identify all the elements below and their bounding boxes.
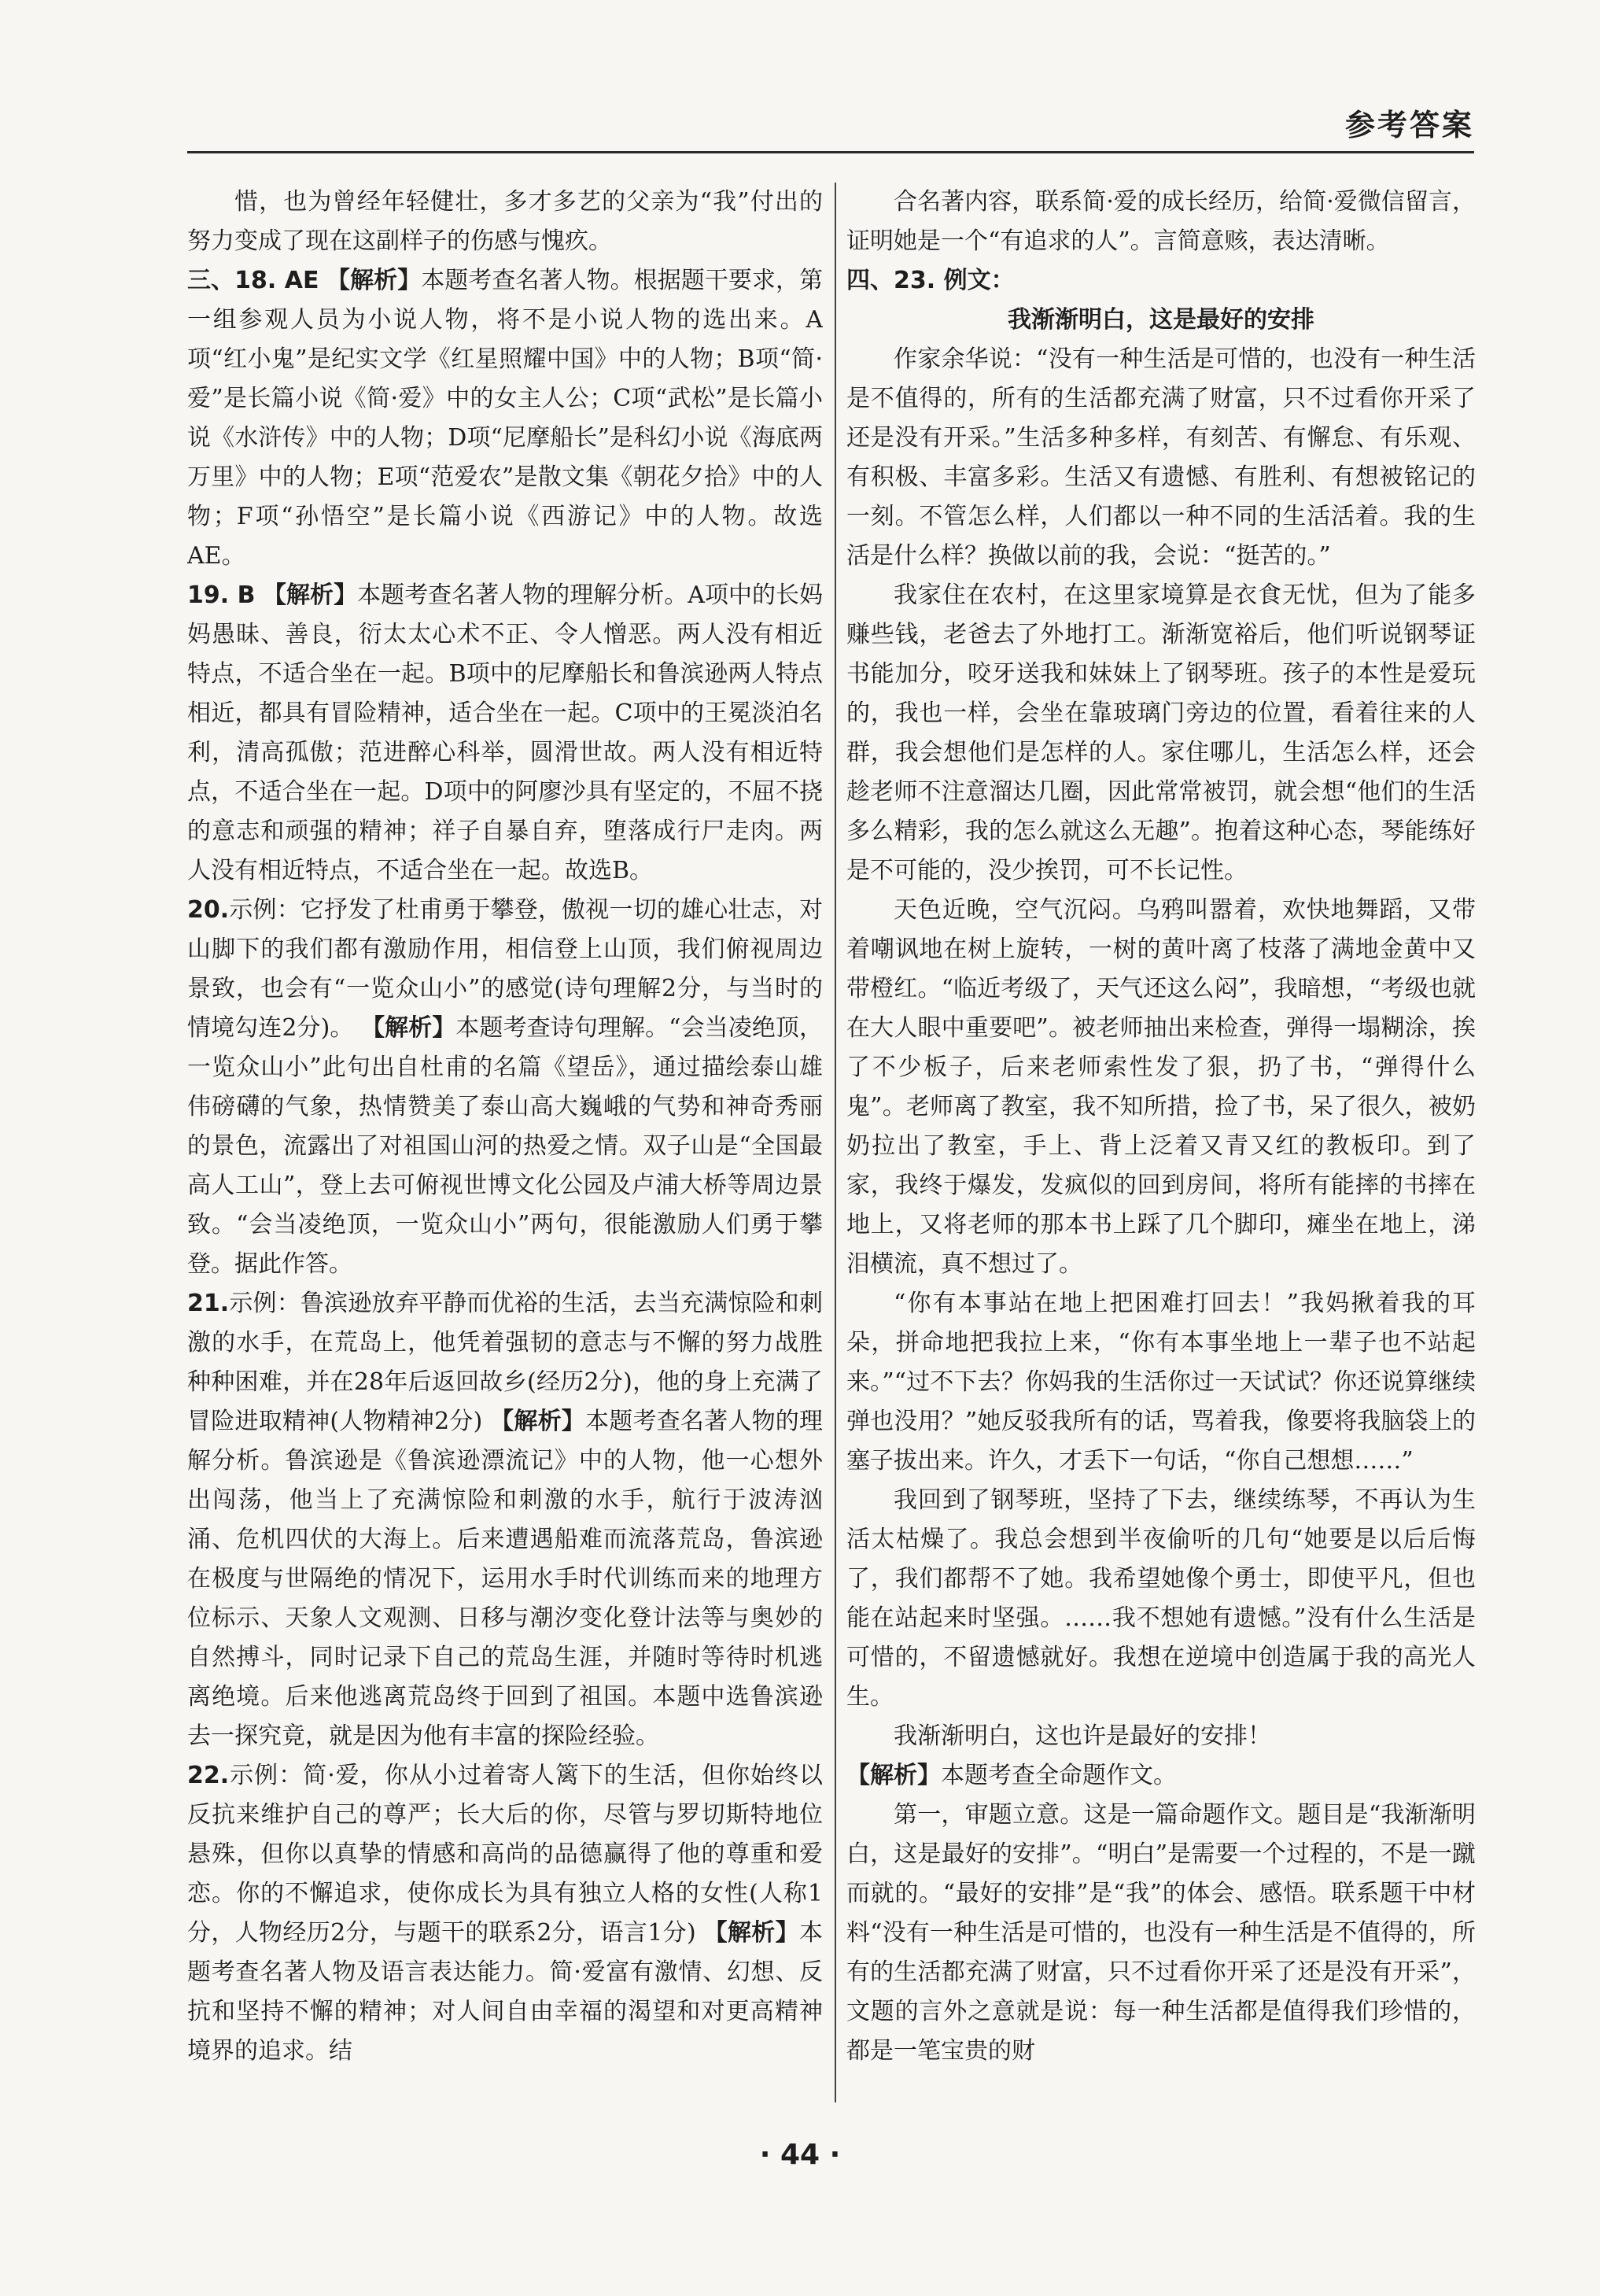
essay-paragraph: 作家余华说：“没有一种生活是可惜的，也没有一种生活是不值得的，所有的生活都充满了财富，只不过看你开采了还是没有开采。”生活多种多样，有刻苦、有懈怠、有乐观、有积极、丰富多彩。生活又有遗憾、有胜利、有想被铭记的一刻。不管怎么样，人们都以一种不同的生活活着。我的生活是什么样？换做以前的我，会说：“挺苦的。” xyxy=(846,345,1476,570)
answer-19-analysis-tag: 【解析】 xyxy=(263,581,358,609)
continued-paragraph-right: 合名著内容，联系简·爱的成长经历，给简·爱微信留言，证明她是一个“有追求的人”。言简意赅，表达清晰。 xyxy=(846,188,1476,255)
answer-19-number: 19. B xyxy=(187,581,256,609)
answer-18-analysis: 本题考查名著人物。根据题干要求，第一组参观人员为小说人物，将不是小说人物的选出来。A项“红小鬼”是纪实文学《红星照耀中国》中的人物；B项“简·爱”是长篇小说《简·爱》中的女主人公；C项“武松”是长篇小说《水浒传》中的人物；D项“尼摩船长”是科幻小说《海底两万里》中的人物；E项“范爱农”是散文集《朝花夕拾》中的人物；F项“孙悟空”是长篇小说《西游记》中的人物。故选AE。 xyxy=(187,267,823,570)
answer-20-analysis-tag: 【解析】 xyxy=(361,1014,456,1042)
answer-21-answer: 示例：鲁滨逊放弃平静而优裕的生活，去当充满惊险和刺激的水手，在荒岛上，他凭着强韧的意志与不懈的努力战胜种种困难，并在28年后返回故乡(经历2分)，他的身上充满了冒险进取精神(人物精神2分) xyxy=(187,1290,823,1435)
essay-paragraph: 我回到了钢琴班，坚持了下去，继续练琴，不再认为生活太枯燥了。我总会想到半夜偷听的几句“她要是以后后悔了，我们都帮不了她。我希望她像个勇士，即使平凡，但也能在站起来时坚强。……我不想她有遗憾。”没有什么生活是可惜的，不留遗憾就好。我想在逆境中创造属于我的高光人生。 xyxy=(846,1486,1476,1711)
page-number: · 44 · xyxy=(759,2139,841,2171)
essay-paragraph: 我家住在农村，在这里家境算是衣食无忧，但为了能多赚些钱，老爸去了外地打工。渐渐宽裕后，他们听说钢琴证书能加分，咬牙送我和妹妹上了钢琴班。孩子的本性是爱玩的，我也一样，会坐在靠玻璃门旁边的位置，看着往来的人群，我会想他们是怎样的人。家住哪儿，生活怎么样，还会趁老师不注意溜达几圈，因此常常被罚，就会想“他们的生活多么精彩，我的怎么就这么无趣”。抱着这种心态，琴能练好是不可能的，没少挨罚，可不长记性。 xyxy=(846,581,1476,884)
essay-paragraph: “你有本事站在地上把困难打回去！”我妈揪着我的耳朵，拼命地把我拉上来，“你有本事坐地上一辈子也不站起来。”“过不下去？你妈我的生活你过一天试试？你还说算继续弹也没用？”她反驳我所有的话，骂着我，像要将我脑袋上的塞子拔出来。许久，才丢下一句话，“你自己想想……” xyxy=(846,1290,1476,1475)
answer-20-number: 20. xyxy=(187,896,230,924)
answer-20-analysis: 本题考查诗句理解。“会当凌绝顶，一览众山小”此句出自杜甫的名篇《望岳》，通过描绘泰山雄伟磅礴的气象，热情赞美了泰山高大巍峨的气势和神奇秀丽的景色，流露出了对祖国山河的热爱之情。双子山是“全国最高人工山”，登上去可俯视世博文化公园及卢浦大桥等周边景致。“会当凌绝顶，一览众山小”两句，很能激励人们勇于攀登。据此作答。 xyxy=(187,1014,823,1278)
answer-20 xyxy=(187,891,823,1284)
essay-paragraph: 天色近晚，空气沉闷。乌鸦叫嚣着，欢快地舞蹈，又带着嘲讽地在树上旋转，一树的黄叶离了枝落了满地金黄中又带橙红。“临近考级了，天气还这么闷”，我暗想，“考级也就在大人眼中重要吧”。被老师抽出来检查，弹得一塌糊涂，挨了不少板子，后来老师索性发了狠，扔了书，“弹得什么鬼”。老师离了教室，我不知所措，捡了书，呆了很久，被奶奶拉出了教室，手上、背上泛着又青又红的教板印。到了家，我终于爆发，发疯似的回到房间，将所有能摔的书摔在地上，又将老师的那本书上踩了几个脚印，瘫坐在地上，涕泪横流，真不想过了。 xyxy=(846,896,1476,1278)
answer-22-answer: 示例：简·爱，你从小过着寄人篱下的生活，但你始终以反抗来维护自己的尊严；长大后的你，尽管与罗切斯特地位悬殊，但你以真挚的情感和高尚的品德赢得了他的尊重和爱恋。你的不懈追求，使你成长为具有独立人格的女性(人称1分，人物经历2分，与题干的联系2分，语言1分) xyxy=(187,1762,823,1947)
answer-18 xyxy=(187,261,823,576)
answer-18-number: 三、18. AE xyxy=(187,267,319,294)
essay-title: 我渐渐明白，这是最好的安排 xyxy=(1008,306,1314,334)
continued-paragraph: 惜，也为曾经年轻健壮，多才多艺的父亲为“我”付出的努力变成了现在这副样子的伤感与愧疚。 xyxy=(187,188,823,255)
column-divider xyxy=(835,183,836,2102)
answer-23-analysis-intro-text: 本题考查全命题作文。 xyxy=(941,1762,1177,1789)
answer-19-analysis: 本题考查名著人物的理解分析。A项中的长妈妈愚昧、善良，衍太太心术不正、令人憎恶。两人没有相近特点，不适合坐在一起。B项中的尼摩船长和鲁滨逊两人特点相近，都具有冒险精神，适合坐在一起。C项中的王冕淡泊名利，清高孤傲；范进醉心科举，圆滑世故。两人没有相近特点，不适合坐在一起。D项中的阿廖沙具有坚定的，不屈不挠的意志和顽强的精神；祥子自暴自弃，堕落成行尸走肉。两人没有相近特点，不适合坐在一起。故选B。 xyxy=(187,581,823,884)
header-title: 参考答案 xyxy=(1344,108,1474,142)
essay-closing: 我渐渐明白，这也许是最好的安排！ xyxy=(894,1722,1271,1750)
header-rule xyxy=(187,151,1474,153)
answer-23-heading: 四、23. 例文： xyxy=(846,267,1015,294)
right-column xyxy=(846,183,1476,2118)
left-column xyxy=(187,183,823,2118)
answer-22-analysis-tag: 【解析】 xyxy=(703,1919,799,1947)
answer-23-analysis: 第一，审题立意。这是一篇命题作文。题目是“我渐渐明白，这是最好的安排”。“明白”是需要一个过程的，不是一蹴而就的。“最好的安排”是“我”的体会、感悟。联系题干中材料“没有一种生活是可惜的，也没有一种生活是不值得的，所有的生活都充满了财富，只不过看你开采了还是没有开采”，文题的言外之意就是说：每一种生活都是值得我们珍惜的，都是一笔宝贵的财 xyxy=(846,1801,1476,2065)
answer-21-analysis-tag: 【解析】 xyxy=(490,1408,586,1435)
answer-22-analysis: 本题考查名著人物及语言表达能力。简·爱富有激情、幻想、反抗和坚持不懈的精神；对人间自由幸福的渴望和对更高精神境界的追求。结 xyxy=(187,1919,823,2065)
answer-21 xyxy=(187,1284,823,1756)
answer-20-answer: 示例：它抒发了杜甫勇于攀登，傲视一切的雄心壮志，对山脚下的我们都有激励作用，相信登上山顶，我们俯视周边景致，也会有“一览众山小”的感觉(诗句理解2分，与当时的情境勾连2分)。 xyxy=(187,896,823,1042)
answer-21-analysis: 本题考查名著人物的理解分析。鲁滨逊是《鲁滨逊漂流记》中的人物，他一心想外出闯荡，他当上了充满惊险和刺激的水手，航行于波涛汹涌、危机四伏的大海上。后来遭遇船难而流落荒岛，鲁滨逊在极度与世隔绝的情况下，运用水手时代训练而来的地理方位标示、天象人文观测、日移与潮汐变化登计法等与奥妙的自然搏斗，同时记录下自己的荒岛生涯，并随时等待时机逃离绝境。后来他逃离荒岛终于回到了祖国。本题中选鲁滨逊去一探究竟，就是因为他有丰富的探险经验。 xyxy=(187,1408,823,1750)
answer-22-number: 22. xyxy=(187,1762,230,1789)
answer-18-analysis-tag: 【解析】 xyxy=(326,267,422,294)
answer-22 xyxy=(187,1756,823,2071)
answer-19 xyxy=(187,576,823,891)
answer-23-analysis-intro xyxy=(846,1756,1476,1796)
answer-23-analysis-tag: 【解析】 xyxy=(846,1762,941,1789)
answer-21-number: 21. xyxy=(187,1290,230,1317)
